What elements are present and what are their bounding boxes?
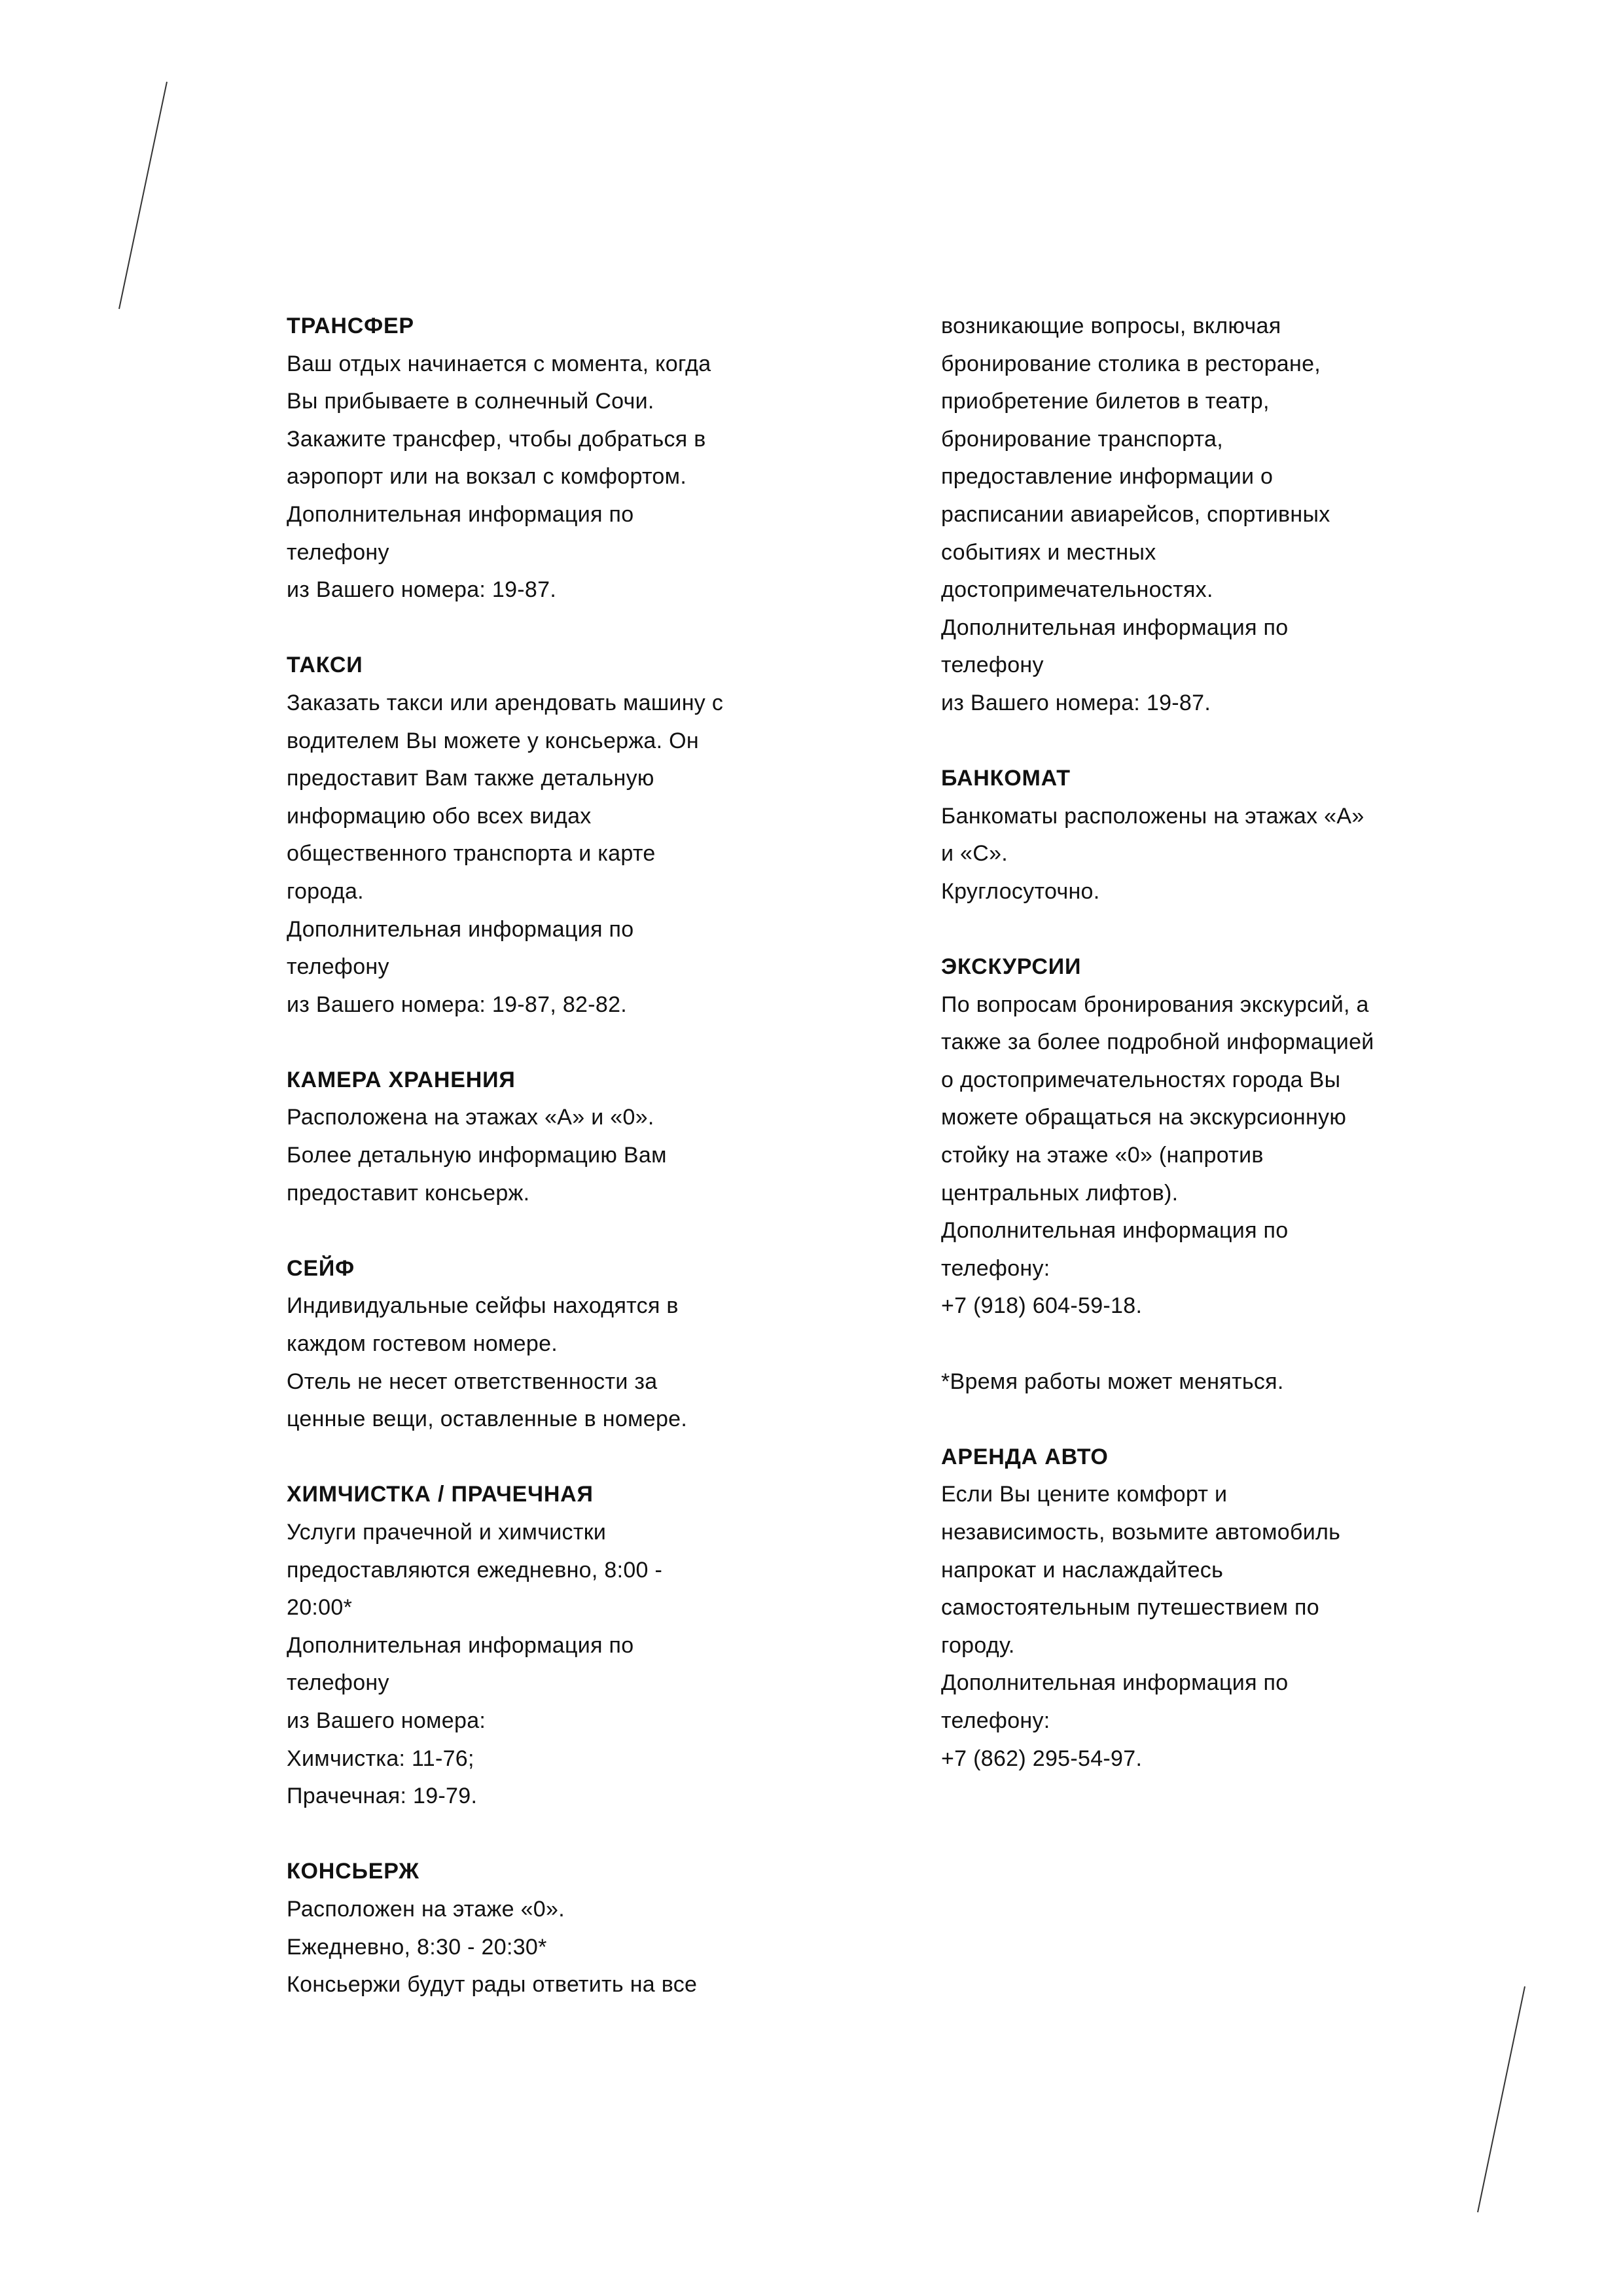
body-text-line: *Время работы может меняться. (941, 1369, 1284, 1394)
section-spacer (287, 1212, 784, 1250)
body-text-line: предоставляются ежедневно, 8:00 - (287, 1557, 663, 1583)
body-text-line: достопримечательностях. (941, 577, 1213, 603)
body-text-line: Химчистка: 11-76; (287, 1746, 474, 1771)
left-column (287, 308, 784, 2004)
body-text-line: из Вашего номера: (287, 1708, 486, 1733)
body-text-line: бронирование столика в ресторане, (941, 351, 1321, 376)
section-heading: БАНКОМАТ (941, 766, 1071, 791)
section-heading: АРЕНДА АВТО (941, 1444, 1109, 1469)
body-text-line: 20:00* (287, 1595, 353, 1621)
body-text-line: телефону (287, 954, 389, 980)
body-text-line: +7 (862) 295-54-97. (941, 1746, 1143, 1771)
body-text-line: телефону: (941, 1708, 1050, 1733)
body-text-line: Дополнительная информация по (941, 615, 1289, 640)
body-text-line: Если Вы цените комфорт и (941, 1482, 1228, 1507)
body-text-line: Услуги прачечной и химчистки (287, 1520, 607, 1545)
body-text-line: аэропорт или на вокзал с комфортом. (287, 464, 687, 490)
body-text-line: бронирование транспорта, (941, 426, 1223, 452)
section-heading: ТАКСИ (287, 653, 363, 678)
body-text-line: самостоятельным путешествием по (941, 1595, 1319, 1621)
body-text-line: о достопримечательностях города Вы (941, 1067, 1341, 1092)
body-text-line: приобретение билетов в театр, (941, 389, 1270, 414)
body-text-line: Банкоматы расположены на этажах «А» (941, 803, 1364, 829)
section-spacer (941, 1325, 1438, 1363)
body-text-line: Расположен на этаже «0». (287, 1896, 565, 1922)
body-text-line: Дополнительная информация по (287, 916, 634, 942)
body-text-line: водителем Вы можете у консьержа. Он (287, 728, 699, 753)
body-text-line: Круглосуточно. (941, 878, 1100, 904)
body-text-line: Дополнительная информация по (941, 1218, 1289, 1244)
body-text-line: Вы прибываете в солнечный Сочи. (287, 389, 654, 414)
body-text-line: городу. (941, 1632, 1015, 1658)
body-text-line: Индивидуальные сейфы находятся в (287, 1293, 679, 1319)
body-text-line: ценные вещи, оставленные в номере. (287, 1407, 688, 1432)
section-heading: СЕЙФ (287, 1255, 355, 1281)
body-text-line: телефону (287, 539, 389, 565)
body-text-line: Заказать такси или арендовать машину с (287, 690, 724, 715)
body-text-line: +7 (918) 604-59-18. (941, 1293, 1143, 1319)
section-heading: КАМЕРА ХРАНЕНИЯ (287, 1067, 516, 1092)
body-text-line: центральных лифтов). (941, 1180, 1179, 1206)
body-text-line: телефону (941, 653, 1044, 678)
body-text-line: Дополнительная информация по (287, 501, 634, 527)
body-text-line: и «С». (941, 841, 1008, 867)
body-text-line: независимость, возьмите автомобиль (941, 1520, 1341, 1545)
body-text-line: Дополнительная информация по (287, 1632, 634, 1658)
top-left-slash-line (119, 82, 167, 309)
body-text-line: Расположена на этажах «А» и «0». (287, 1105, 654, 1130)
body-text-line: Ежедневно, 8:30 - 20:30* (287, 1934, 547, 1960)
body-text-line: напрокат и наслаждайтесь (941, 1557, 1224, 1583)
body-text-line: из Вашего номера: 19-87. (287, 577, 557, 603)
body-text-line: стойку на этаже «0» (напротив (941, 1143, 1264, 1168)
body-text-line: из Вашего номера: 19-87, 82-82. (287, 992, 628, 1017)
body-text-line: предоставит Вам также детальную (287, 766, 654, 791)
body-text-line: города. (287, 878, 364, 904)
body-text-line: По вопросам бронирования экскурсий, а (941, 992, 1369, 1017)
body-text-line: Закажите трансфер, чтобы добраться в (287, 426, 706, 452)
body-text-line: событиях и местных (941, 539, 1156, 565)
section-heading: ЭКСКУРСИИ (941, 954, 1082, 980)
section-spacer (941, 723, 1438, 761)
body-text-line: Прачечная: 19-79. (287, 1784, 478, 1809)
section-heading: ХИМЧИСТКА / ПРАЧЕЧНАЯ (287, 1482, 594, 1507)
body-text-line: Ваш отдых начинается с момента, когда (287, 351, 711, 376)
section-heading: ТРАНСФЕР (287, 314, 414, 338)
section-heading: КОНСЬЕРЖ (287, 1859, 419, 1884)
body-text-line: Отель не несет ответственности за (287, 1369, 658, 1394)
body-text-line: из Вашего номера: 19-87. (941, 690, 1211, 715)
body-text-line: Консьержи будут рады ответить на все (287, 1972, 698, 1998)
body-text-line: каждом гостевом номере. (287, 1331, 558, 1357)
body-text-line: предоставление информации о (941, 464, 1274, 490)
body-text-line: возникающие вопросы, включая (941, 314, 1281, 338)
body-text-line: Более детальную информацию Вам (287, 1143, 667, 1168)
body-text-line: общественного транспорта и карте (287, 841, 656, 867)
section-spacer (287, 1024, 784, 1062)
body-text-line: Дополнительная информация по (941, 1670, 1289, 1696)
section-spacer (941, 911, 1438, 949)
section-spacer (287, 1816, 784, 1854)
body-text-line: информацию обо всех видах (287, 803, 592, 829)
section-spacer (941, 1401, 1438, 1439)
body-text-line: можете обращаться на экскурсионную (941, 1105, 1347, 1130)
bottom-right-slash-line (1478, 1986, 1525, 2212)
section-spacer (287, 1439, 784, 1477)
body-text-line: предоставит консьерж. (287, 1180, 530, 1206)
body-text-line: расписании авиарейсов, спортивных (941, 501, 1330, 527)
body-text-line: телефону: (941, 1255, 1050, 1281)
body-text-line: телефону (287, 1670, 389, 1696)
section-spacer (287, 609, 784, 647)
body-text-line: также за более подробной информацией (941, 1030, 1374, 1055)
right-column (941, 308, 1438, 1778)
